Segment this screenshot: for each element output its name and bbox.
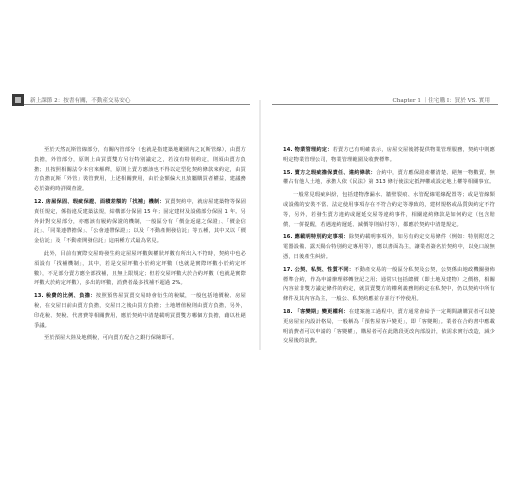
item-heading: 17. 公契、私契、性質不同： bbox=[283, 266, 355, 273]
left-page-body bbox=[34, 146, 246, 347]
paragraph bbox=[34, 198, 246, 247]
paragraph-text: 此外，目前有實際交屋時發生約定屋屋坪數與權狀坪數有所出入不符時，契約中也必須設有「找補機制」，其中，若是交屋坪數小於約定坪數（也就是實際坪數小於約定坪數），不足部分賣方應全部找補，且無上限規定；但若交屋坪數大於合約坪數（也就是實際坪數大於約定坪數），多出的坪數，消費者最多找補不超過 2%。 bbox=[34, 250, 246, 287]
paragraph bbox=[283, 233, 495, 262]
header-rule-left bbox=[24, 104, 250, 105]
paragraph bbox=[283, 146, 495, 166]
item-heading: 13. 稅費的比例、負擔： bbox=[34, 293, 96, 300]
item-heading: 14. 物業管理約定： bbox=[283, 147, 333, 153]
paragraph-text: 除契約載明事項外，如另有約定交易條件（例如：特別附送之電器設備、露天陽台特別約定專用等），應以書面為主，讓業者簽名於契約中，以免口說無憑，日後產生糾紛。 bbox=[283, 234, 495, 260]
right-page-body bbox=[283, 146, 495, 350]
paragraph bbox=[34, 250, 246, 289]
paragraph-text: 在建案施工過程中，賣方通常會給予一定期間讓購買者可以變更房屋室內設計格局，一般稱為「預售屋客戶變更」，即「客變期」。業者在合約書中應載明消費者可以申請的「客變權」，購屋者可在此階段更改內部設計，依需求實行改造，減少交屋後的浪費。 bbox=[283, 308, 495, 345]
paragraph-text: 若賣方已有明確表示，房屋交屋後將提供物業管理服務，契約中則應明定物業管理公司，物業管理範圍及收費標準。 bbox=[283, 147, 495, 163]
paragraph-text: 一般常見瑕疵糾紛，包括建物滲漏水、牆壁裂痕、水管配線電線配置等；或是管線類或設備的安裝不當、法定使用事項存在不符合約定等導致的，建材規格或品質與約定不符等，另外，若發生賣方違約或遲延交屋等違約事件，相關違約條款是如何約定（包含賠償，一併提醒，若遇違約遲延、減價等則給付等），都應於契約中清楚規定。 bbox=[283, 192, 495, 228]
paragraph bbox=[34, 334, 246, 344]
paragraph-text: 買賣契約中，就房屋建築物等保固責任規定，係指違反建築法規，結構部分保固 15 年；固定建材及設備部分保固 1 年。另外針對交屋部分，亦應該有履約保證的機制，一般區分有「價金返還之保證」、「價金信託」、「同業連帶擔保」、「公會連帶保證」；以及「不動產開發信託」等五種，其中又以「價金信託」及「不動產開發信託」這兩種方式最為常見。 bbox=[34, 198, 246, 245]
book-gutter bbox=[259, 100, 261, 350]
item-heading: 15. 賣方之瑕疵擔保責任、違約條款： bbox=[283, 169, 376, 176]
paragraph bbox=[34, 146, 246, 195]
paragraph bbox=[34, 292, 246, 331]
chapter-tab-icon bbox=[12, 94, 24, 106]
paragraph bbox=[283, 169, 495, 189]
paragraph-text: 至於預屋大陸及地價稅，可向賣方配合之銀行保險即可。 bbox=[44, 335, 178, 342]
paragraph-text: 按照預售屋買賣交易時會衍生的稅賦，一般包括地價稅、房屋稅，在交屋日前由賣方負擔，交屋日之後由買方負擔；土地增值稅則由賣方負擔，另外，印花稅、契稅、代書費等相關費用，應於契約中清楚載明買賣雙方哪個方負擔，藉以杜絕爭議。 bbox=[34, 293, 246, 329]
header-rule-right bbox=[272, 104, 498, 105]
item-heading: 12. 房屋保固、瑕疵保證、面積差額的「找補」機制： bbox=[34, 198, 165, 205]
paragraph bbox=[283, 266, 495, 305]
paragraph-text: 至於天然瓦斯管線部分，有關內管部分（也就是指建築地範圍內之瓦斯管線），由賣方負擔，外管部分，原則上由買賣雙方另行特別議定之，若沒有特別約定，則須由賣方負擔；且按照相關法令本官來解釋，原則上賣方應該也不得以定型化契約條款來約定，由買方負擔瓦斯「外管」裝管費用，上述相關費用，由於金額偏大且放屬購買者權益，建議務必於簽約時詳閱查證。 bbox=[34, 147, 246, 193]
paragraph-text: 不動產交易的一般區分私契及公契，公契係由地政機關發佈標準合約，作為申請辦理移轉登記之用；通常只包括總價（即土地及建物）之價格，相關內容並非雙方議定條件的約定，就買賣雙方的權利義務則約定在私契中，仍以契約中所有條件及其內容為主，一般公、私契約應並存並行不悖使用。 bbox=[283, 266, 496, 303]
paragraph bbox=[283, 191, 495, 230]
item-heading: 16. 應載明特別約定事項： bbox=[283, 234, 349, 241]
left-running-header: 新上課節 2：按書有關，不動產交易安心 bbox=[30, 98, 131, 104]
paragraph-text: 合約中，賣方應保證產權清楚、絕無一物數賣，無權占有他人土地，承擔人依《民法》第 313 條行使法定抵押權或設定地上權等相關事宜。 bbox=[283, 169, 495, 186]
right-running-header: Chapter 1 ｜住宅購 I：買於 VS. 實用 bbox=[392, 98, 490, 104]
paragraph bbox=[283, 308, 495, 347]
item-heading: 18. 「客變期」變更權利： bbox=[283, 308, 349, 315]
